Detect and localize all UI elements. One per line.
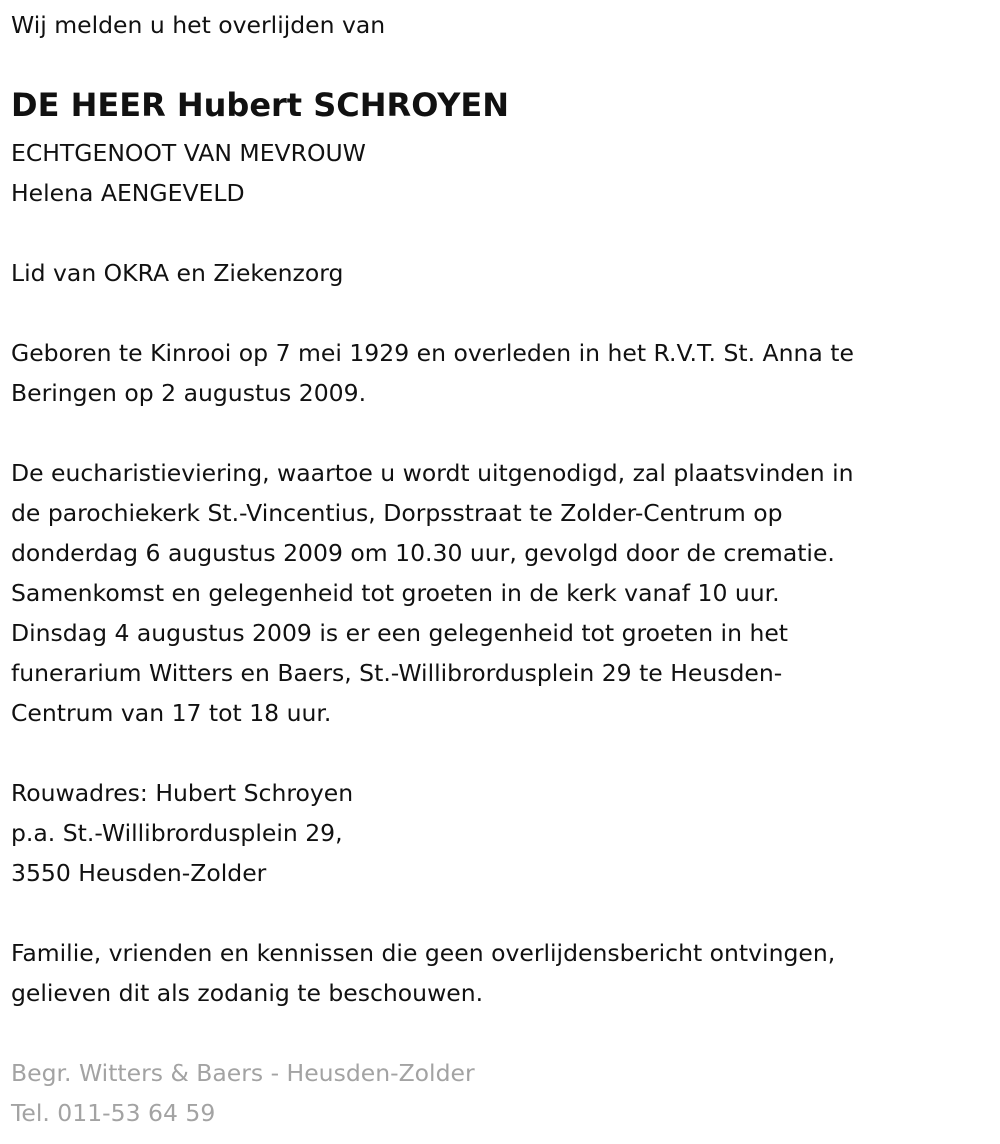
ceremony-line: de parochiekerk St.-Vincentius, Dorpsstraat te Zolder-Centrum op bbox=[11, 499, 783, 527]
ceremony-line: De eucharistieviering, waartoe u wordt uitgenodigd, zal plaatsvinden in bbox=[11, 459, 854, 487]
ceremony-line: Samenkomst en gelegenheid tot groeten in de kerk vanaf 10 uur. bbox=[11, 579, 780, 607]
ceremony-line: Centrum van 17 tot 18 uur. bbox=[11, 699, 332, 727]
spouse-label: ECHTGENOOT VAN MEVROUW bbox=[11, 139, 366, 167]
ceremony-line: donderdag 6 augustus 2009 om 10.30 uur, gevolgd door de crematie. bbox=[11, 539, 835, 567]
funeral-home-name: Begr. Witters & Baers - Heusden-Zolder bbox=[11, 1059, 475, 1087]
membership-text: Lid van OKRA en Ziekenzorg bbox=[11, 259, 344, 287]
funeral-home-phone: Tel. 011-53 64 59 bbox=[11, 1099, 216, 1127]
intro-text: Wij melden u het overlijden van bbox=[11, 11, 386, 39]
address-line: p.a. St.-Willibrordusplein 29, bbox=[11, 819, 343, 847]
deceased-name-heading: DE HEER Hubert SCHROYEN bbox=[11, 86, 510, 124]
address-line: 3550 Heusden-Zolder bbox=[11, 859, 267, 887]
spouse-name: Helena AENGEVELD bbox=[11, 179, 245, 207]
birth-death-line: Geboren te Kinrooi op 7 mei 1929 en overleden in het R.V.T. St. Anna te bbox=[11, 339, 854, 367]
ceremony-line: funerarium Witters en Baers, St.-Willibrordusplein 29 te Heusden- bbox=[11, 659, 783, 687]
address-line: Rouwadres: Hubert Schroyen bbox=[11, 779, 354, 807]
notice-line: gelieven dit als zodanig te beschouwen. bbox=[11, 979, 484, 1007]
birth-death-line: Beringen op 2 augustus 2009. bbox=[11, 379, 367, 407]
ceremony-line: Dinsdag 4 augustus 2009 is er een gelegenheid tot groeten in het bbox=[11, 619, 789, 647]
notice-line: Familie, vrienden en kennissen die geen overlijdensbericht ontvingen, bbox=[11, 939, 836, 967]
